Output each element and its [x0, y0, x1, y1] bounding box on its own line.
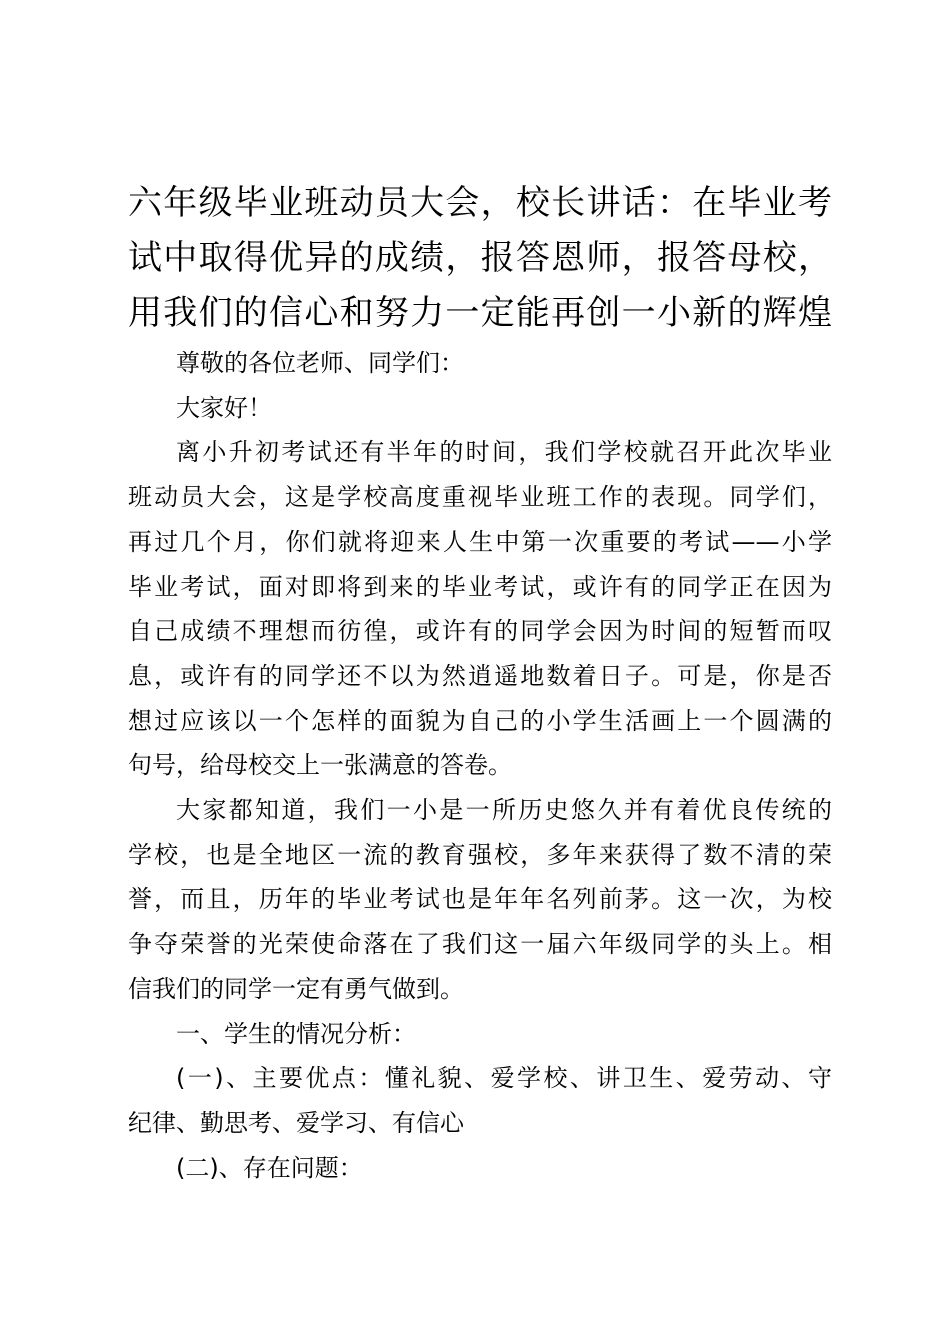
paragraph-line: 自己成绩不理想而彷徨，或许有的同学会因为时间的短暂而叹	[128, 617, 832, 646]
paragraph-line: 离小升初考试还有半年的时间，我们学校就召开此次毕业	[176, 438, 832, 467]
paragraph-line: 纪律、勤思考、爱学习、有信心	[128, 1108, 464, 1137]
paragraph-line: 一、学生的情况分析：	[176, 1019, 416, 1048]
document-title	[128, 176, 832, 341]
paragraph-line: 再过几个月，你们就将迎来人生中第一次重要的考试——小学	[128, 527, 832, 556]
paragraph-line: (二)、存在问题：	[176, 1153, 363, 1182]
subsection-heading	[128, 1146, 832, 1191]
salutation-paragraph	[128, 341, 832, 386]
paragraph-line: 学校，也是全地区一流的教育强校，多年来获得了数不清的荣	[128, 840, 832, 869]
paragraph-line: 尊敬的各位老师、同学们：	[176, 349, 464, 377]
document-body	[128, 176, 832, 1190]
paragraph-line: 信我们的同学一定有勇气做到。	[128, 974, 464, 1003]
paragraph-line: 誉，而且，历年的毕业考试也是年年名列前茅。这一次，为校	[128, 885, 832, 914]
paragraph-line: 争夺荣誉的光荣使命落在了我们这一届六年级同学的头上。相	[128, 930, 832, 959]
title-line: 试中取得优异的成绩，报答恩师，报答母校，	[128, 238, 832, 278]
paragraph-line: (一)、主要优点：懂礼貌、爱学校、讲卫生、爱劳动、守	[176, 1064, 832, 1093]
body-paragraph	[128, 788, 832, 1012]
paragraph-line: 息，或许有的同学还不以为然逍遥地数着日子。可是，你是否	[128, 661, 832, 690]
section-heading	[128, 1012, 832, 1057]
body-paragraph	[128, 430, 832, 788]
paragraph-line: 大家好！	[176, 393, 272, 422]
paragraph-line: 句号，给母校交上一张满意的答卷。	[128, 751, 512, 780]
title-line: 用我们的信心和努力一定能再创一小新的辉煌	[128, 293, 832, 333]
paragraph-line: 毕业考试，面对即将到来的毕业考试，或许有的同学正在因为	[128, 572, 832, 601]
paragraph-line: 想过应该以一个怎样的面貌为自己的小学生活画上一个圆满的	[128, 706, 832, 735]
paragraph-line: 大家都知道，我们一小是一所历史悠久并有着优良传统的	[176, 796, 832, 825]
paragraph-line: 班动员大会，这是学校高度重视毕业班工作的表现。同学们，	[128, 483, 832, 512]
greeting-paragraph	[128, 386, 832, 431]
subsection-paragraph	[128, 1056, 832, 1145]
title-line: 六年级毕业班动员大会，校长讲话：在毕业考	[128, 183, 832, 223]
